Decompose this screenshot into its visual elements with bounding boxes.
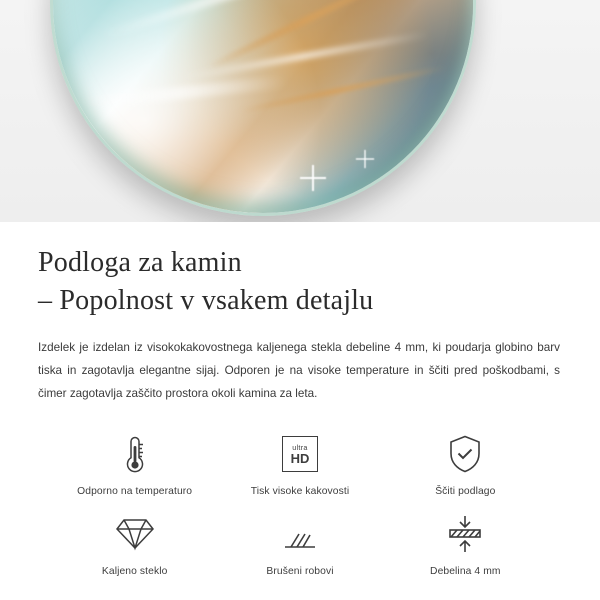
feature-label: Ščiti podlago <box>435 486 496 498</box>
feature-item <box>52 511 217 577</box>
feature-item <box>217 511 382 577</box>
thermometer-icon <box>122 431 148 477</box>
hero-image <box>0 0 600 222</box>
feature-item <box>217 431 382 497</box>
ultra-hd-badge-top: ultra <box>292 442 308 452</box>
ultra-hd-badge-bottom: HD <box>290 451 310 467</box>
shield-check-icon <box>447 431 483 477</box>
feature-grid <box>38 431 562 577</box>
thickness-arrows-icon <box>446 511 484 557</box>
feature-label: Tisk visoke kakovosti <box>250 486 350 498</box>
feature-label: Brušeni robovi <box>266 566 334 578</box>
feature-label: Debelina 4 mm <box>430 566 501 578</box>
diamond-icon <box>115 511 155 557</box>
headline-line-1: Podloga za kamin <box>38 247 242 278</box>
feature-label: Kaljeno steklo <box>101 566 168 578</box>
feature-item <box>383 511 548 577</box>
content-area <box>0 244 600 577</box>
feature-item <box>383 431 548 497</box>
ultra-hd-icon <box>282 431 318 477</box>
headline-line-2: – Popolnost v vsakem detajlu <box>38 284 374 316</box>
feature-label: Odporno na temperaturo <box>77 486 193 498</box>
product-description-text: Izdelek je izdelan iz visokokakovostnega kaljenega stekla debeline 4 mm, ki poudarja globino barv tiska in zagotavlja elegantne sijaj. Odporen je na visoke temperature in ščiti pred poškodbami, s čimer zagotavlja zaščito prostora okoli kamina za leta. <box>38 341 560 400</box>
feature-item <box>52 431 217 497</box>
page-title <box>38 244 562 319</box>
polished-edges-icon <box>281 511 319 557</box>
glass-board-image <box>50 0 476 216</box>
